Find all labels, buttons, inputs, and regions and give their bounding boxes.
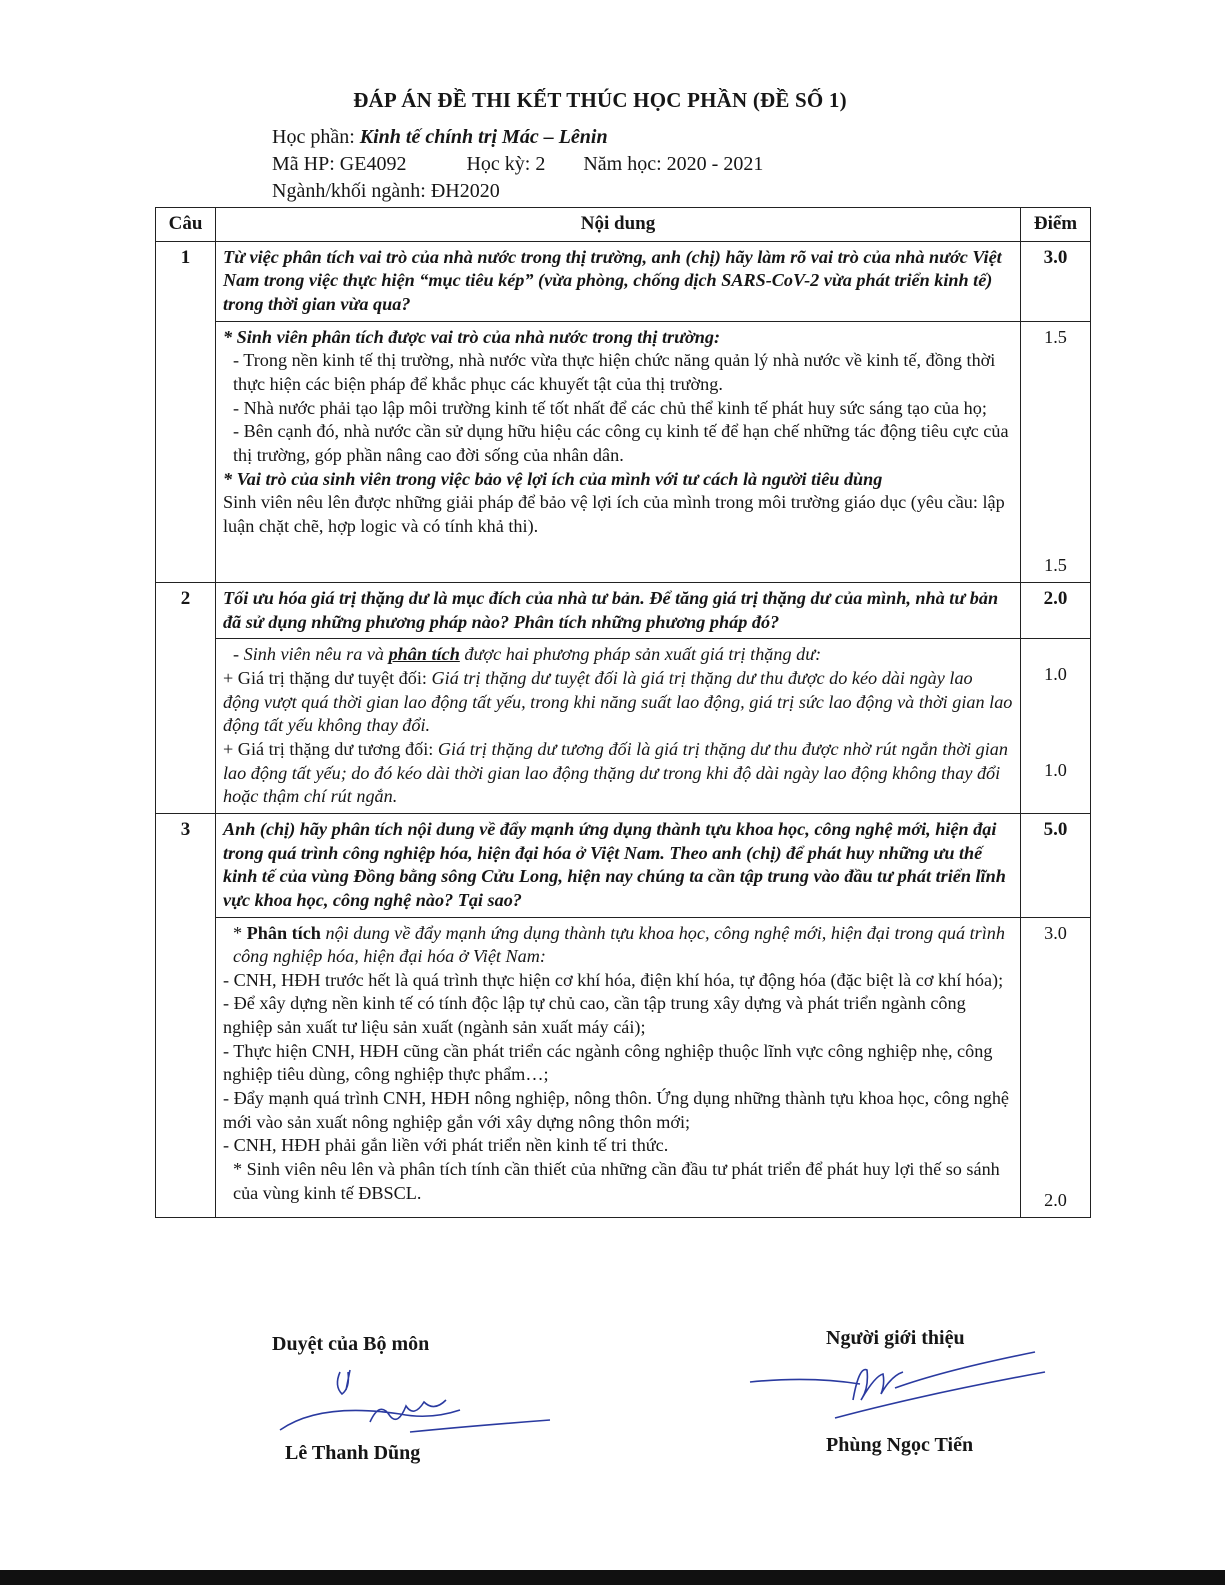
answer-scores bbox=[1021, 917, 1091, 1217]
scan-bottom-edge bbox=[0, 1570, 1225, 1585]
course-name: Kinh tế chính trị Mác – Lênin bbox=[359, 126, 608, 148]
page-title: ĐÁP ÁN ĐỀ THI KẾT THÚC HỌC PHẦN (ĐỀ SỐ 1) bbox=[353, 88, 847, 112]
answer-line: * Sinh viên nêu lên và phân tích tính cần thiết của những cần đầu tư phát triển để phát huy lợi thế so sánh của vùng kinh tế ĐBSCL. bbox=[233, 1159, 1000, 1203]
question-score: 2.0 bbox=[1021, 582, 1091, 638]
school-year: Năm học: 2020 - 2021 bbox=[583, 153, 764, 175]
left-signature-title: Duyệt của Bộ môn bbox=[272, 1333, 430, 1355]
course-line bbox=[272, 126, 608, 149]
question-number: 1 bbox=[156, 241, 216, 582]
answer-line: - CNH, HĐH trước hết là quá trình thực hiện cơ khí hóa, điện khí hóa, tự động hóa (đặc biệt là cơ khí hóa); bbox=[223, 969, 1004, 990]
answer-line: - CNH, HĐH phải gắn liền với phát triển nền kinh tế tri thức. bbox=[223, 1135, 669, 1156]
answer-table bbox=[155, 207, 1091, 1218]
question-score: 5.0 bbox=[1021, 813, 1091, 917]
part-score: 1.5 bbox=[1044, 555, 1067, 576]
semester: Học kỳ: 2 bbox=[466, 153, 546, 175]
table-row bbox=[156, 639, 1091, 814]
left-signer-name: Lê Thanh Dũng bbox=[285, 1442, 421, 1464]
answer-scores bbox=[1021, 321, 1091, 582]
part-score: 2.0 bbox=[1044, 1190, 1067, 1211]
answer-line bbox=[223, 738, 1013, 809]
answer-heading bbox=[223, 922, 1013, 969]
left-signature-image bbox=[270, 1360, 570, 1450]
question-number: 3 bbox=[156, 813, 216, 1217]
part-score: 3.0 bbox=[1044, 922, 1067, 943]
answer-content bbox=[216, 639, 1021, 814]
major-line: Ngành/khối ngành: ĐH2020 bbox=[272, 180, 500, 202]
answer-content bbox=[216, 917, 1021, 1217]
answer-line: - Để xây dựng nền kinh tế có tính độc lập tự chủ cao, cần tập trung xây dựng và phát triển ngành công nghiệp sản xuất tư liệu sản xuất (ngành sản xuất máy cái); bbox=[223, 993, 966, 1038]
answer-line: - Trong nền kinh tế thị trường, nhà nước vừa thực hiện chức năng quản lý nhà nước về kinh tế, đồng thời thực hiện các biện pháp để khắc phục các khuyết tật của thị trường. bbox=[233, 350, 996, 394]
right-signature-image bbox=[745, 1340, 1055, 1430]
question-score: 3.0 bbox=[1021, 241, 1091, 321]
answer-heading: * Sinh viên phân tích được vai trò của nhà nước trong thị trường: bbox=[223, 326, 721, 347]
course-info-line bbox=[272, 153, 763, 176]
header-score: Điểm bbox=[1021, 208, 1091, 242]
answer-line: Sinh viên nêu lên được những giải pháp để bảo vệ lợi ích của mình trong môi trường giáo dục (yêu cầu: lập luận chặt chẽ, hợp logic và có tính khả thi). bbox=[223, 492, 1005, 536]
answer-intro bbox=[223, 643, 1013, 667]
table-row bbox=[156, 582, 1091, 638]
method-label: + Giá trị thặng dư tương đối: bbox=[223, 738, 438, 759]
answer-line: - Nhà nước phải tạo lập môi trường kinh tế tốt nhất để các chủ thể kinh tế phát huy sức sáng tạo của họ; bbox=[233, 397, 987, 418]
table-header-row bbox=[156, 208, 1091, 242]
bullet-star: * bbox=[233, 922, 247, 943]
part-score: 1.0 bbox=[1044, 664, 1067, 685]
answer-scores bbox=[1021, 639, 1091, 814]
question-text: Tối ưu hóa giá trị thặng dư là mục đích của nhà tư bản. Để tăng giá trị thặng dư của mình, nhà tư bản đã sử dụng những phương pháp nào? Phân tích những phương pháp đó? bbox=[216, 582, 1021, 638]
right-signature-title: Người giới thiệu bbox=[826, 1327, 965, 1349]
table-row bbox=[156, 241, 1091, 321]
question-text: Từ việc phân tích vai trò của nhà nước trong thị trường, anh (chị) hãy làm rõ vai trò của nhà nước Việt Nam trong việc thực hiện “mục tiêu kép” (vừa phòng, chống dịch SARS-CoV-2 vừa phát triển kinh tế) trong thời gian vừa qua? bbox=[216, 241, 1021, 321]
part-score: 1.0 bbox=[1044, 759, 1067, 780]
table-row bbox=[156, 321, 1091, 582]
right-signer-name: Phùng Ngọc Tiến bbox=[826, 1434, 974, 1456]
heading-text: nội dung về đẩy mạnh ứng dụng thành tựu khoa học, công nghệ mới, hiện đại trong quá trình công nghiệp hóa, hiện đại hóa ở Việt Nam: bbox=[233, 922, 1005, 967]
intro-text: - Sinh viên nêu ra và bbox=[233, 644, 389, 665]
answer-line: - Bên cạnh đó, nhà nước cần sử dụng hữu hiệu các công cụ kinh tế để hạn chế những tác động tiêu cực của thị trường, góp phần nâng cao đời sống của nhân dân. bbox=[233, 421, 1009, 465]
header-question: Câu bbox=[156, 208, 216, 242]
course-code: Mã HP: GE4092 bbox=[272, 153, 407, 175]
method-label: + Giá trị thặng dư tuyệt đối: bbox=[223, 667, 432, 688]
intro-text: được hai phương pháp sản xuất giá trị thặng dư: bbox=[459, 644, 822, 665]
table-row bbox=[156, 917, 1091, 1217]
method-text: Giá trị thặng dư tương đối là giá trị thặng dư thu được nhờ rút ngắn thời gian lao động tất yếu; do đó kéo dài thời gian lao động thặng dư trong khi độ dài ngày lao động không thay đổi hoặc thậm chí rút ngắn. bbox=[223, 738, 1008, 807]
header-content: Nội dung bbox=[216, 208, 1021, 242]
course-label: Học phần: bbox=[272, 126, 355, 148]
answer-line: - Thực hiện CNH, HĐH cũng cần phát triển các ngành công nghiệp thuộc lĩnh vực công nghiệp nhẹ, công nghiệp tiêu dùng, công nghiệp thực phẩm…; bbox=[223, 1040, 993, 1085]
table-row bbox=[156, 813, 1091, 917]
answer-line bbox=[223, 667, 1013, 738]
answer-content bbox=[216, 321, 1021, 582]
heading-emphasis: Phân tích bbox=[246, 922, 321, 943]
intro-emphasis: phân tích bbox=[388, 644, 460, 665]
question-text: Anh (chị) hãy phân tích nội dung về đẩy mạnh ứng dụng thành tựu khoa học, công nghệ mới, hiện đại trong quá trình công nghiệp hóa, hiện đại hóa ở Việt Nam. Theo anh (chị) để phát huy những ưu thế kinh tế của vùng Đồng bằng sông Cửu Long, hiện nay chúng ta cần tập trung vào đầu tư phát triển lĩnh vực khoa học, công nghệ nào? Tại sao? bbox=[216, 813, 1021, 917]
method-text: Giá trị thặng dư tuyệt đối là giá trị thặng dư thu được do kéo dài ngày lao động vượt quá thời gian lao động tất yếu, trong khi năng suất lao động, giá trị sức lao động và thời gian lao động tất yếu không thay đổi. bbox=[223, 667, 1013, 736]
answer-heading: * Vai trò của sinh viên trong việc bảo vệ lợi ích của mình với tư cách là người tiêu dùng bbox=[223, 468, 883, 489]
part-score: 1.5 bbox=[1044, 326, 1067, 347]
question-number: 2 bbox=[156, 582, 216, 813]
answer-line: - Đẩy mạnh quá trình CNH, HĐH nông nghiệp, nông thôn. Ứng dụng những thành tựu khoa học, công nghệ mới vào sản xuất nông nghiệp gắn với xây dựng nông thôn mới; bbox=[223, 1088, 1009, 1132]
